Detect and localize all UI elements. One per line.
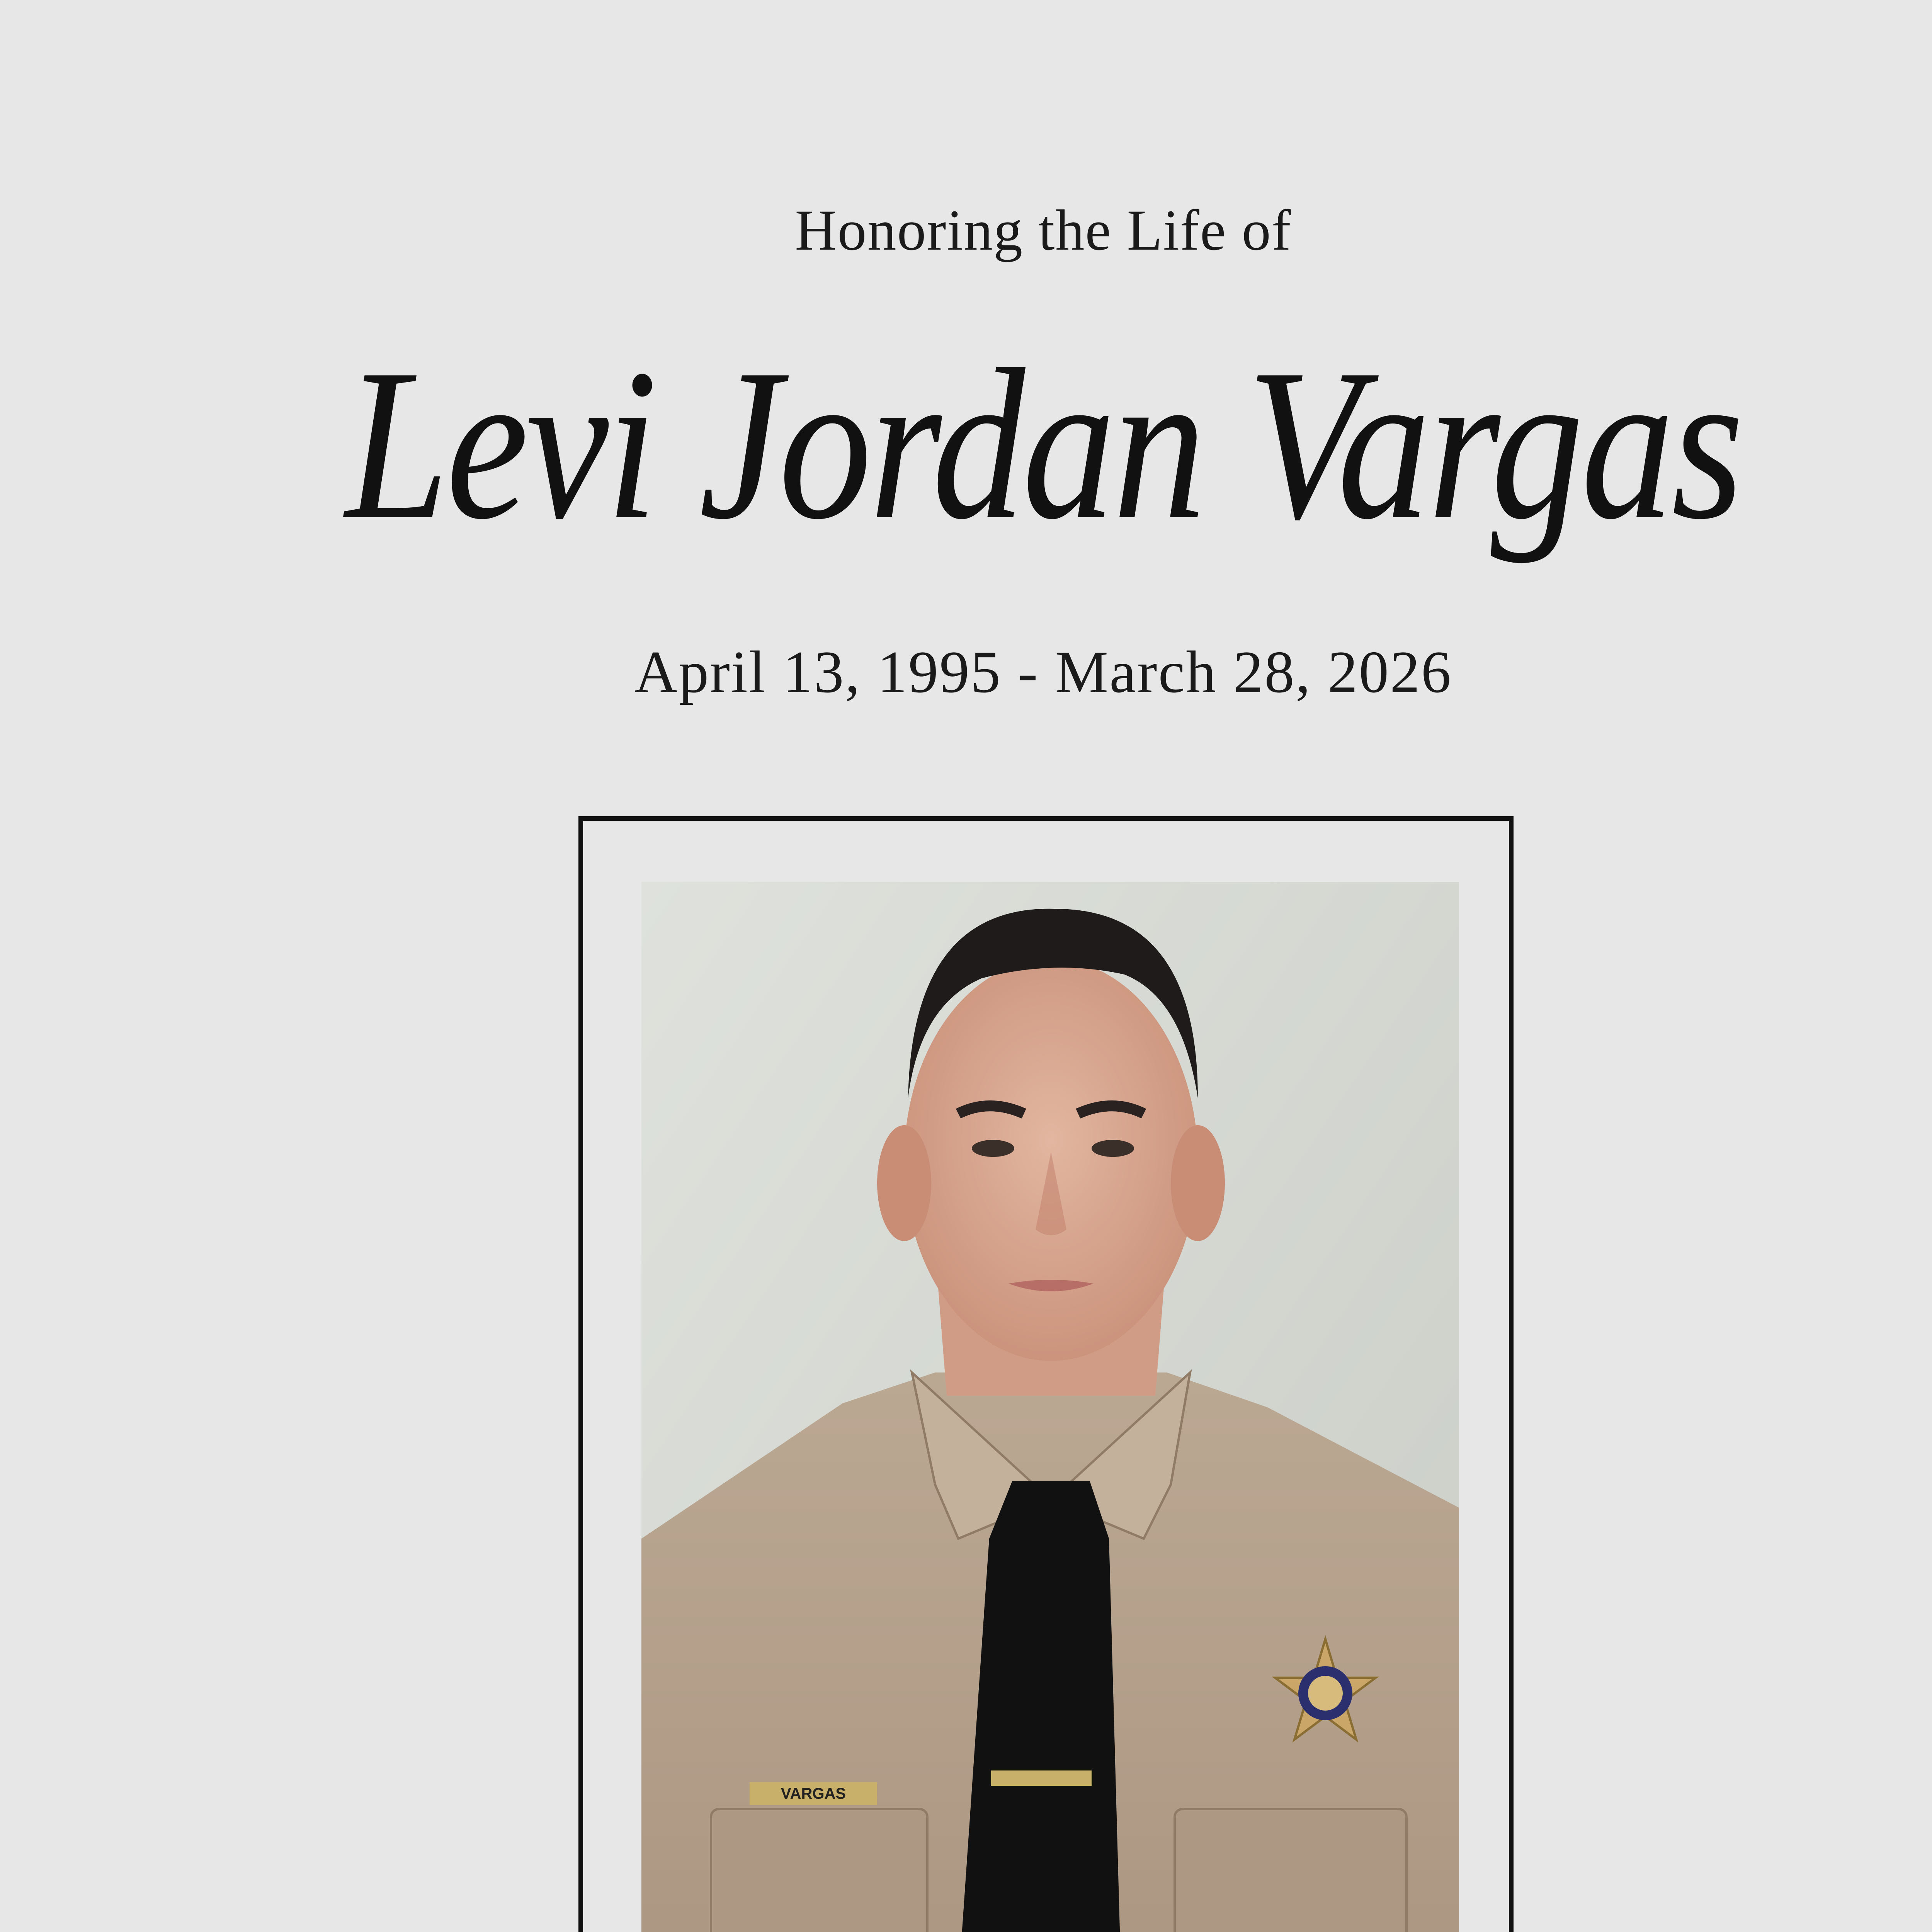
deceased-name: Levi Jordan Vargas: [345, 325, 1742, 564]
life-dates: April 13, 1995 - March 28, 2026: [634, 639, 1452, 705]
intro-text: Honoring the Life of: [795, 198, 1292, 262]
portrait-photo: [641, 882, 1459, 1932]
name-tag-text: VARGAS: [781, 1785, 846, 1802]
